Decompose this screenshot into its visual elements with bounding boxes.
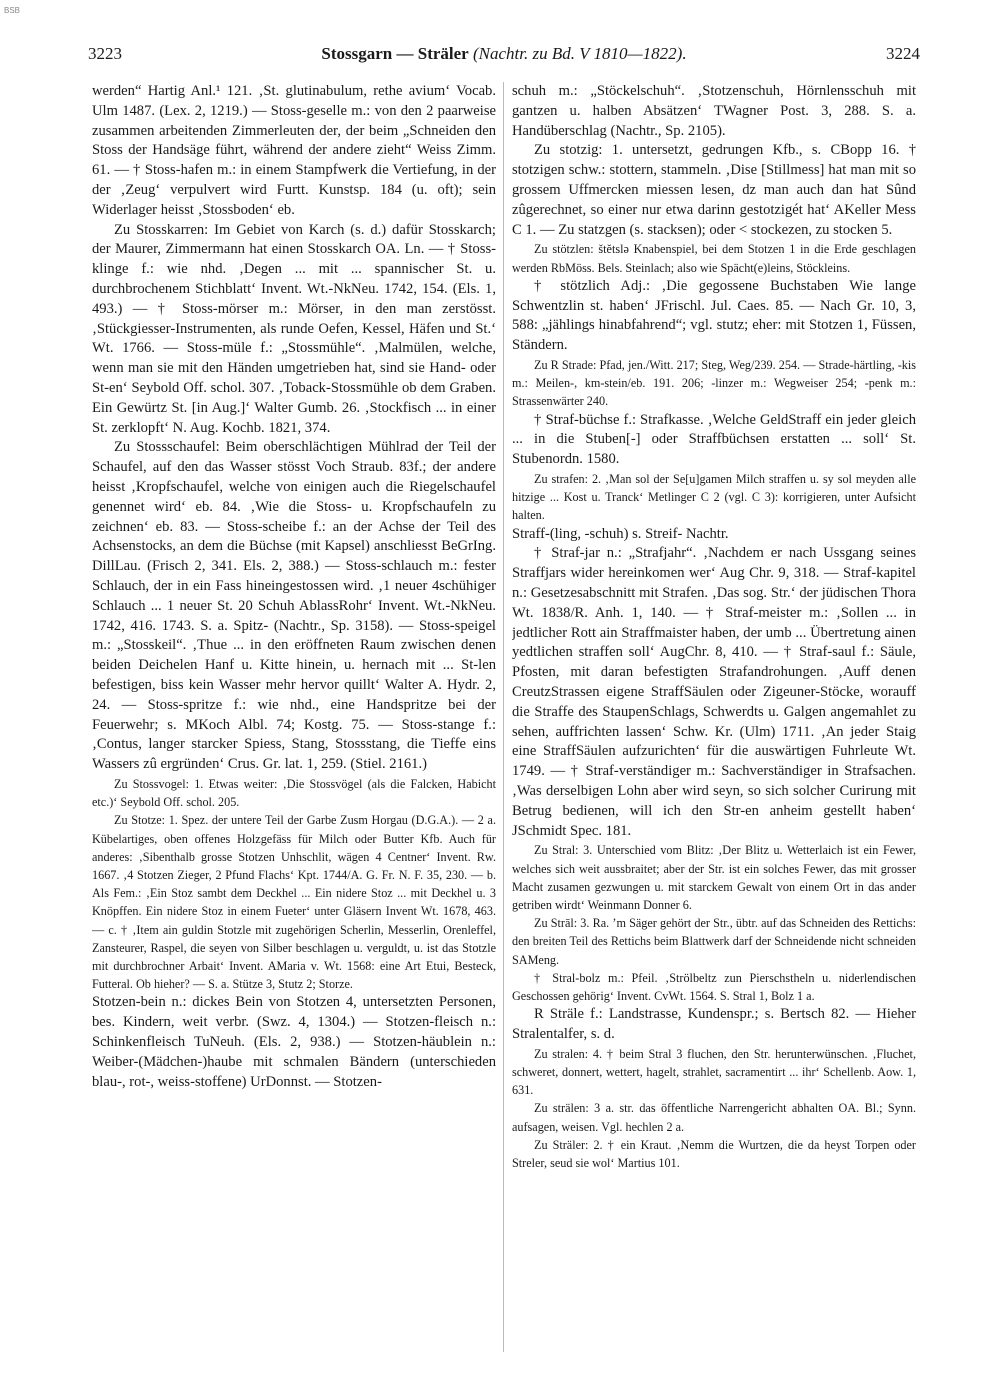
page-number-left: 3223 bbox=[88, 44, 122, 63]
scan-mark: BSB bbox=[4, 6, 21, 15]
entry-paragraph: † Straf-jar n.: „Strafjahr“. ‚Nachdem er nach Ussgang seines Straffjars wider hereinkomen wer‘ Aug Chr. 9, 318. — Straf-kapitel n.: Gesetzesabschnitt mit Strafen. ‚Das sog. Str.‘ der jüdischen Thora Wt. 1838/R. Anh. 1, 140. — † Straf-meister m.: ‚Sollen ... in jedtlicher Rott ain Straffmaister haben, der umb ... Übertretung ainen yedtlichen straffen soll‘ AugChr. 8, 410. — † Straf-saul f.: Säule, Pfosten, mit daran befestigten Strafandrohungen. ‚Auff denen CreutzStrassen eigene StraffSäulen oder Zigeuner-Stöcke, worauff die Straffe des StaupenSchlags, Schwerdts u. Galgen angemahlet zu sehen, auffrichten lassen‘ Schw. Kr. (Ulm) 1711. ‚An jeder Staig eine StraffSäulen aufzurichten‘ für die auswärtigen Fuhrleute Wt. 1749. — † Straf-verständiger m.: Sachverständiger in Strafsachen. ‚Was derselbigen Lohn aber wird seyn, so sich solcher Curirung mit Betrug bedienen, will ich den Str-en anheim gestellt haben‘ JSchmidt Spec. 181. bbox=[512, 545, 916, 839]
entry-paragraph: Zu Stosskarren: Im Gebiet von Karch (s. d.) dafür Stosskarch; der Maurer, Zimmermann hat einen Stosskarch OA. Ln. — † Stoss-klinge f.: wie nhd. ‚Degen ... mit ... spannischer St. u. durchbrochenem Stichblatt‘ Invent. Wt.-NkNeu. 1742, 154. (Els. 1, 493.) — † Stoss-mörser m.: Mörser, in den man zerstösst. ‚Stückgiesser-Instrumenten, als runde Oefen, Kessel, Häfen und St.‘ Wt. 1766. — Stoss-müle f.: „Stossmühle“. ‚Malmülen, welche, wenn man sie mit den Händen umgetrieben hat, sind sie Hand- oder St-en‘ Seybold Off. schol. 307. ‚Toback-Stossmühle ob dem Graben. Ein Gewürtz St. [in Aug.]‘ Walter Gumb. 26. ‚Stockfisch ... in einer St. zerklopft‘ N. Aug. Kochb. 1821, 374. bbox=[92, 221, 496, 436]
entry-paragraph: Stotzen-bein n.: dickes Bein von Stotzen 4, untersetzten Personen, bes. Kindern, weit verbr. (Swz. 4, 1304.) — Stotzen-fleisch n.: Schinkenfleisch TuNeuh. (Els. 2, 938.) — Stotzen-häublein n.: Weiber-(Mädchen-)haube mit schmalen Bändern (unterschieden blau-, rot-, weiss-stoffene) UrDonnst. — Stotzen- bbox=[92, 994, 496, 1090]
running-title bbox=[88, 44, 920, 64]
entry-paragraph: Straff-(ling, -schuh) s. Streif- Nachtr. bbox=[512, 525, 729, 542]
entry-paragraph: Zu Stossvogel: 1. Etwas weiter: ‚Die Stossvögel (als die Falcken, Habicht etc.)‘ Seybold Off. schol. 205. bbox=[92, 776, 496, 810]
entry-paragraph: † Stral-bolz m.: Pfeil. ‚Strölbeltz zun Pierschstheln u. niderlendischen Geschossen gehörig‘ Invent. CvWt. 1564. S. Stral 1, Bolz 1 a. bbox=[512, 970, 916, 1003]
entry-paragraph: † Straf-büchse f.: Strafkasse. ‚Welche GeldStraff ein jeder gleich ... in die Stuben[-] oder Straffbüchsen erstatten ... soll‘ St. Stubenordn. 1580. bbox=[512, 411, 916, 468]
entry-paragraph: R Sträle f.: Landstrasse, Kundenspr.; s. Bertsch 82. — Hieher Stralentalfer, s. d. bbox=[512, 1006, 916, 1042]
entry-paragraph: Zu stötzlen: štĕtslə Knabenspiel, bei dem Stotzen 1 in die Erde geschlagen werden RbMöss. Bels. Steinlach; also wie Spächt(e)leins, Stöckleins. bbox=[512, 242, 916, 275]
right-column bbox=[512, 82, 916, 1372]
entry-paragraph: Zu stralen: 4. † beim Stral 3 fluchen, den Str. herunterwünschen. ‚Fluchet, schweret, donnert, wettert, hagelt, strahlet, sacramentirt ... ihr‘ Schellenb. Aow. 1, 631. bbox=[512, 1046, 916, 1098]
entry-paragraph: Zu Sträler: 2. † ein Kraut. ‚Nemm die Wurtzen, die da heyst Torpen oder Streler, seud sie wol‘ Martius 101. bbox=[512, 1137, 916, 1170]
entry-paragraph: werden“ Hartig Anl.¹ 121. ‚St. glutinabulum, rethe avium‘ Vocab. Ulm 1487. (Lex. 2, 1219.) — Stoss-geselle m.: von den 2 paarweise zusammen arbeitenden Zimmerleuten der, der beim „Schneiden den Stoss der Handsäge führt, während der andere zieht“ Weiss Zimm. 61. — † Stoss-hafen m.: in einem Stampfwerk die Vertiefung, in der der ‚Zeug‘ verpulvert wird Furtt. Kunstsp. 184 (u. oft); sein Widerlager heisst ‚Stossboden‘ eb. bbox=[92, 83, 496, 218]
entry-paragraph: Zu stotzig: 1. untersetzt, gedrungen Kfb., s. CBopp 16. † stotzigen schw.: stottern, stammeln. ‚Dise [Stillmess] hat man mit so grossem Uffmercken miessen lesen, dz man auch dan hat Sûnd zûgerechnet, so einer nur etwa darinn gestotzigét hat‘ AKeller Mess C 1. — Zu statzgen (s. stacksen); oder < stockezen, zu stocken 5. bbox=[512, 142, 916, 238]
entry-paragraph: Zu Stossschaufel: Beim oberschlächtigen Mühlrad der Teil der Schaufel, auf den das Wasser stösst Voch Straub. 83f.; der andere heisst ‚Kropfschaufel, welche von einigen auch die Riegelschaufel genennet wird‘ eb. 84. ‚Wie die Stoss- u. Kropfschaufeln zu zeichnen‘ eb. 83. — Stoss-scheibe f.: an der Achse der Teil des Achsenstocks, an dem die Büchse (mit Kapsel) anschliesst BeGrIng. DillLau. (Frisch 2, 341. Els. 2, 388.) — Stoss-schlauch m.: fester Schlauch, der in ein Fass hineingestossen wird. ‚1 neuer 4schühiger Schlauch ... 1 neuer St. 20 Schuh AblassRohr‘ Invent. Wt.-NkNeu. 1742, 416. 1743. S. a. Spitz- (Nachtr., Sp. 3158). — Stoss-speigel m.: „Stosskeil“. ‚Thue ... in den eröffneten Raum zwischen denen beiden Deichelen Hanf u. Kitte hinein, u. hernach mit ... St-len befestigen, biss kein Wasser mehr hervor quillt‘ Walter A. Hydr. 2, 24. — Stoss-spritze f.: wie nhd., eine Handspritze bei der Feuerwehr; s. MKoch Albl. 74; Kostg. 75. — Stoss-stange f.: ‚Contus, langer starcker Spiess, Stang, Stossstang, die Tieffe eins Wassers zû ergründen‘ Crus. Gr. lat. 1, 259. (Stiel. 2161.) bbox=[92, 439, 496, 773]
entry-paragraph: Zu strälen: 3 a. str. das öffentliche Narrengericht abhalten OA. Bl.; Synn. aufsagen, weisen. Vgl. hechlen 2 a. bbox=[512, 1101, 916, 1134]
entry-paragraph: Zu strafen: 2. ‚Man sol der Se[u]gamen Milch straffen u. sy sol meyden alle hitzige ... Kost u. Tranck‘ Metlinger C 2 (vgl. C 3): korrigieren, unter Aufsicht halten. bbox=[512, 471, 916, 523]
entry-paragraph: schuh m.: „Stöckelschuh“. ‚Stotzenschuh, Hörnlensschuh mit gantzen u. halben Absätzen‘ TWagner Post. 3, 288. S. a. Handüberschlag (Nachtr., Sp. 2105). bbox=[512, 83, 916, 139]
running-title-main: Stossgarn — Sträler bbox=[321, 44, 469, 63]
column-divider bbox=[503, 82, 504, 1352]
left-column bbox=[92, 82, 496, 1372]
entry-paragraph: Zu Stral: 3. Unterschied vom Blitz: ‚Der Blitz u. Wetterlaich ist ein Fewer, welches sich weit aussbraitet; aber der Str. ist ein solches Fewer, das mit grosser Macht zusamen gezwungen u. mit starckem Gewalt von einem Ort in das ander getriben wirdt‘ Weinmann Donner 6. bbox=[512, 843, 916, 912]
entry-paragraph: Zu Strāl: 3. Ra. ’m Säger gehört der Str., übtr. auf das Schneiden des Rettichs: den breiten Teil des Rettichs beim Blattwerk darf der Schneidende nicht schneiden SAMeng. bbox=[512, 916, 916, 967]
running-title-note: (Nachtr. zu Bd. V 1810—1822). bbox=[472, 44, 687, 63]
entry-paragraph: Zu R Strade: Pfad, jen./Witt. 217; Steg, Weg/239. 254. — Strade-härtling, -kis m.: Meilen-, km-stein/eb. 191. 206; -linzer m.: Wegweiser 254; -penk m.: Strassenwärter 240. bbox=[512, 357, 916, 409]
entry-paragraph: † stötzlich Adj.: ‚Die gegossene Buchstaben Wie lange Schwentzlin st. haben‘ JFrischl. Jul. Caes. 85. — Nach Gr. 10, 3, 588: „jählings hinabfahrend“; vgl. stutz; eher: mit Stotzen 1, Füssen, Ständern. bbox=[512, 277, 916, 354]
entry-paragraph: Zu Stotze: 1. Spez. der untere Teil der Garbe Zusm Horgau (D.G.A.). — 2 a. Kübelartiges, oben offenes Holzgefäss für Milch oder Butter Kfb. Auch für anderes: ‚Sibenthalb grosse Stotzen Unhschlit, wägen 4 Centner‘ Invent. Rw. 1667. ‚4 Stotzen Zieger, 2 Pfund Flachs‘ Kpt. 1744/A. G. Fr. N. F. 35, 230. — b. Als Fem.: ‚Ein Stoz sambt dem Deckhel ... Ein nidere Stoz ... mit Deckhel u. 3 Knöpffen. Ein nidere Stoz in einem Fueter‘ unter Gläsern Invent Wt. 1678, 463. — c. † ‚Item ain guldin Stotzle mit zugehörigen Scherlin, Messerlin, Orenleffel, Zansteurer, Raspel, die seyen von Silber beschlagen u. verguldt, u. ist das Stotzle mit durchbrochner Arbait‘ Invent. AMaria v. Wt. 1568: eine Art Etui, Besteck, Futteral. Ob hieher? — S. a. Stütze 3, Stutz 2; Storze. bbox=[92, 813, 496, 992]
page-header bbox=[88, 44, 920, 70]
page-number-right: 3224 bbox=[886, 44, 920, 63]
